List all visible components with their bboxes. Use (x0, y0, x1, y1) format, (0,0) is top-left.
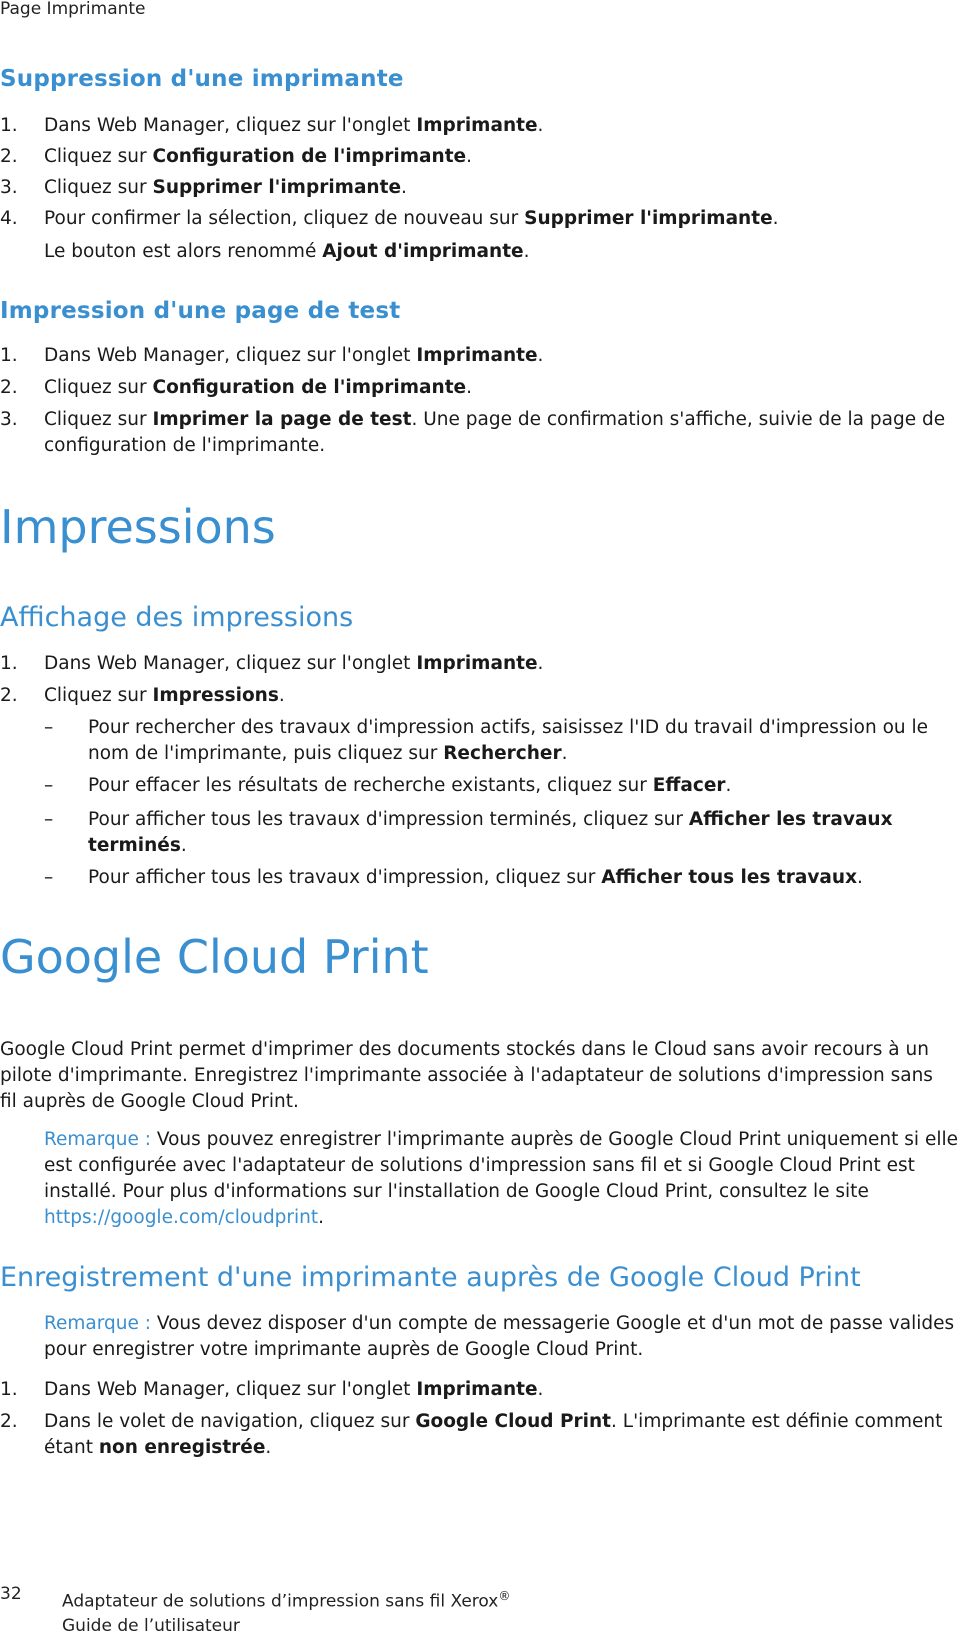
step-number: 2. (0, 1411, 18, 1432)
page-number: 32 (0, 1584, 22, 1604)
step-number: 1. (0, 345, 18, 366)
list-item-continuation: étant non enregistrée. (44, 1437, 272, 1458)
bullet-item-continuation: terminés. (88, 835, 187, 856)
running-header: Page Imprimante (0, 0, 146, 19)
note-line: installé. Pour plus d'informations sur l'installation de Google Cloud Print, consultez le site (44, 1181, 869, 1202)
step-number: 3. (0, 177, 18, 198)
chapter-title-impressions: Impressions (0, 500, 276, 554)
note-line: https://google.com/cloudprint. (44, 1207, 325, 1228)
cloudprint-link[interactable]: https://google.com/cloudprint (44, 1207, 319, 1228)
paragraph-line: Google Cloud Print permet d'imprimer des documents stockés dans le Cloud sans avoir recours à un (0, 1039, 929, 1060)
note-line: Remarque : Vous devez disposer d'un compte de messagerie Google et d'un mot de passe valides (44, 1313, 955, 1334)
step-number: 2. (0, 377, 18, 398)
note-line: Remarque : Vous pouvez enregistrer l'imprimante auprès de Google Cloud Print uniquement si elle (44, 1129, 958, 1150)
dash-bullet: – (44, 775, 54, 796)
heading-test-page: Impression d'une page de test (0, 298, 401, 324)
note-label: Remarque : (44, 1313, 157, 1334)
heading-view-impressions: Affichage des impressions (0, 602, 354, 633)
list-item-continuation: configuration de l'imprimante. (44, 435, 326, 456)
heading-register-printer: Enregistrement d'une imprimante auprès de Google Cloud Print (0, 1262, 861, 1293)
step-number: 3. (0, 409, 18, 430)
running-footer: Adaptateur de solutions d’impression sans fil Xerox® Guide de l’utilisateur (62, 1589, 511, 1636)
step-number: 1. (0, 653, 18, 674)
heading-delete-printer: Suppression d'une imprimante (0, 66, 404, 92)
dash-bullet: – (44, 809, 54, 830)
dash-bullet: – (44, 867, 54, 888)
step-number: 2. (0, 685, 18, 706)
step-number: 2. (0, 146, 18, 167)
note-label: Remarque : (44, 1129, 157, 1150)
paragraph-line: pilote d'imprimante. Enregistrez l'imprimante associée à l'adaptateur de solutions d'impression sans (0, 1065, 933, 1086)
step-note: Le bouton est alors renommé Ajout d'imprimante. (44, 241, 530, 262)
paragraph-line: fil auprès de Google Cloud Print. (0, 1091, 299, 1112)
step-number: 1. (0, 1379, 18, 1400)
bullet-item-continuation: nom de l'imprimante, puis cliquez sur Rechercher. (88, 743, 568, 764)
note-line: pour enregistrer votre imprimante auprès de Google Cloud Print. (44, 1339, 644, 1360)
step-number: 1. (0, 115, 18, 136)
note-line: est configurée avec l'adaptateur de solutions d'impression sans fil et si Google Cloud Print est (44, 1155, 915, 1176)
step-number: 4. (0, 208, 18, 229)
dash-bullet: – (44, 717, 54, 738)
chapter-title-google-cloud-print: Google Cloud Print (0, 930, 429, 984)
